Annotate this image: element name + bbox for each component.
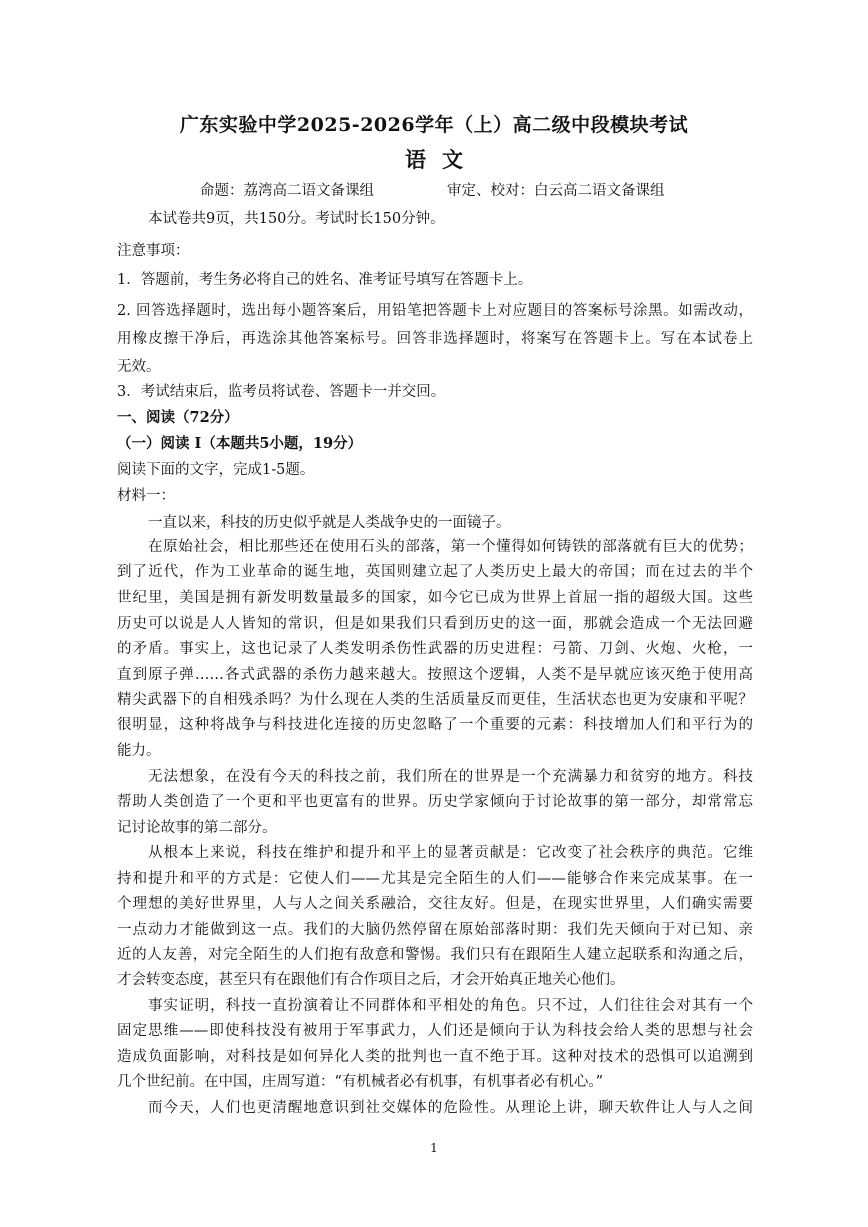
passage-paragraph-2-line: 很明显，这种将战争与科技进化连接的历史忽略了一个重要的元素：科技增加人们和平行为的 bbox=[117, 717, 753, 733]
passage-paragraph-2-line: 世纪里，美国是拥有新发明数量最多的国家，如今它已成为世界上首屈一指的超级大国。这些 bbox=[117, 590, 753, 606]
exam-title: 广东实验中学2025-2026学年（上）高二级中段模块考试 bbox=[179, 114, 689, 136]
passage-paragraph-5-line: 几个世纪前。在中国，庄周写道：“有机械者必有机事，有机事者必有机心。” bbox=[117, 1074, 604, 1090]
passage-paragraph-2-line: 历史可以说是人人皆知的常识，但是如果我们只看到历史的这一面，那就会造成一个无法回避 bbox=[117, 616, 753, 632]
material-label: 材料一： bbox=[117, 488, 175, 504]
passage-paragraph-5-line: 固定思维——即使科技没有被用于军事武力，人们还是倾向于认为科技会给人类的思想与社会 bbox=[117, 1023, 753, 1039]
section-heading: 一、阅读（72分） bbox=[117, 409, 239, 426]
passage-paragraph-4-line: 从根本上来说，科技在维护和提升和平上的显著贡献是：它改变了社会秩序的典范。它维 bbox=[148, 845, 753, 861]
passage-paragraph-2-line: 在原始社会，相比那些还在使用石头的部落，第一个懂得如何铸铁的部落就有巨大的优势； bbox=[148, 539, 753, 555]
notice-heading: 注意事项： bbox=[117, 243, 190, 259]
passage-paragraph-2-line: 精尖武器下的自相残杀吗？为什么现在人类的生活质量反而更佳，生活状态也更为安康和平呢？ bbox=[117, 692, 753, 708]
reviewer-credit: 审定、校对：白云高二语文备课组 bbox=[447, 183, 665, 199]
passage-paragraph-2-line: 的矛盾。事实上，这也记录了人类发明杀伤性武器的历史进程：弓箭、刀剑、火炮、火枪，一 bbox=[117, 641, 753, 657]
notice-item-2-line-1: 2. 回答选择题时，选出每小题答案后，用铅笔把答题卡上对应题目的答案标号涂黑。如需改动， bbox=[117, 303, 753, 319]
passage-paragraph-5-line: 事实证明，科技一直扮演着让不同群体和平相处的角色。只不过，人们往往会对其有一个 bbox=[148, 998, 753, 1014]
exam-intro: 本试卷共9页，共150分。考试时长150分钟。 bbox=[148, 211, 445, 227]
notice-item-3: 3．考试结束后，监考员将试卷、答题卡一并交回。 bbox=[117, 384, 446, 400]
passage-paragraph-4-line: 一点动力才能做到这一点。我们的大脑仍然停留在原始部落时期：我们先天倾向于对已知、亲 bbox=[117, 922, 753, 938]
passage-paragraph-4-line: 才会转变态度，甚至只有在跟他们有合作项目之后，才会开始真正地关心他们。 bbox=[117, 972, 625, 988]
subject-title: 语文 bbox=[405, 147, 479, 172]
passage-paragraph-4-line: 个理想的美好世界里，人与人之间关系融洽，交往友好。但是，在现实世界里，人们确实需要 bbox=[117, 896, 753, 912]
passage-paragraph-3-line: 无法想象，在没有今天的科技之前，我们所在的世界是一个充满暴力和贫穷的地方。科技 bbox=[148, 769, 753, 785]
page-number: 1 bbox=[430, 1141, 438, 1155]
passage-paragraph-3-line: 帮助人类创造了一个更和平也更富有的世界。历史学家倾向于讨论故事的第一部分，却常常忘 bbox=[117, 794, 753, 810]
passage-paragraph-2-line: 能力。 bbox=[117, 743, 161, 759]
subsection-heading: （一）阅读 I（本题共5小题，19分） bbox=[117, 435, 363, 452]
passage-paragraph-5-line: 造成负面影响，对科技是如何异化人类的批判也一直不绝于耳。这种对技术的恐惧可以追溯到 bbox=[117, 1049, 753, 1065]
proposer-credit: 命题：荔湾高二语文备课组 bbox=[200, 183, 374, 199]
passage-paragraph-2-line: 直到原子弹……各式武器的杀伤力越来越大。按照这个逻辑，人类不是早就应该灭绝于使用高 bbox=[117, 667, 753, 683]
passage-paragraph-3-line: 记讨论故事的第二部分。 bbox=[117, 820, 277, 836]
notice-item-2-line-2: 用橡皮擦干净后，再选涂其他答案标号。回答非选择题时，将案写在答题卡上。写在本试卷上 bbox=[117, 331, 753, 347]
notice-item-1: 1．答题前，考生务必将自己的姓名、准考证号填写在答题卡上。 bbox=[117, 272, 533, 288]
task-instruction: 阅读下面的文字，完成1-5题。 bbox=[117, 462, 315, 478]
passage-paragraph-6-line: 而今天，人们也更清醒地意识到社交媒体的危险性。从理论上讲，聊天软件让人与人之间 bbox=[148, 1100, 753, 1116]
passage-paragraph-4-line: 持和提升和平的方式是：它使人们——尤其是完全陌生的人们——能够合作来完成某事。在一 bbox=[117, 871, 753, 887]
passage-paragraph-2-line: 到了近代，作为工业革命的诞生地，英国则建立起了人类历史上最大的帝国；而在过去的半个 bbox=[117, 564, 753, 580]
passage-paragraph-1: 一直以来，科技的历史似乎就是人类战争史的一面镜子。 bbox=[148, 515, 511, 531]
passage-paragraph-4-line: 近的人友善，对完全陌生的人们抱有敌意和警惕。我们只有在跟陌生人建立起联系和沟通之后， bbox=[117, 947, 753, 963]
notice-item-2-line-3: 无效。 bbox=[117, 359, 161, 375]
